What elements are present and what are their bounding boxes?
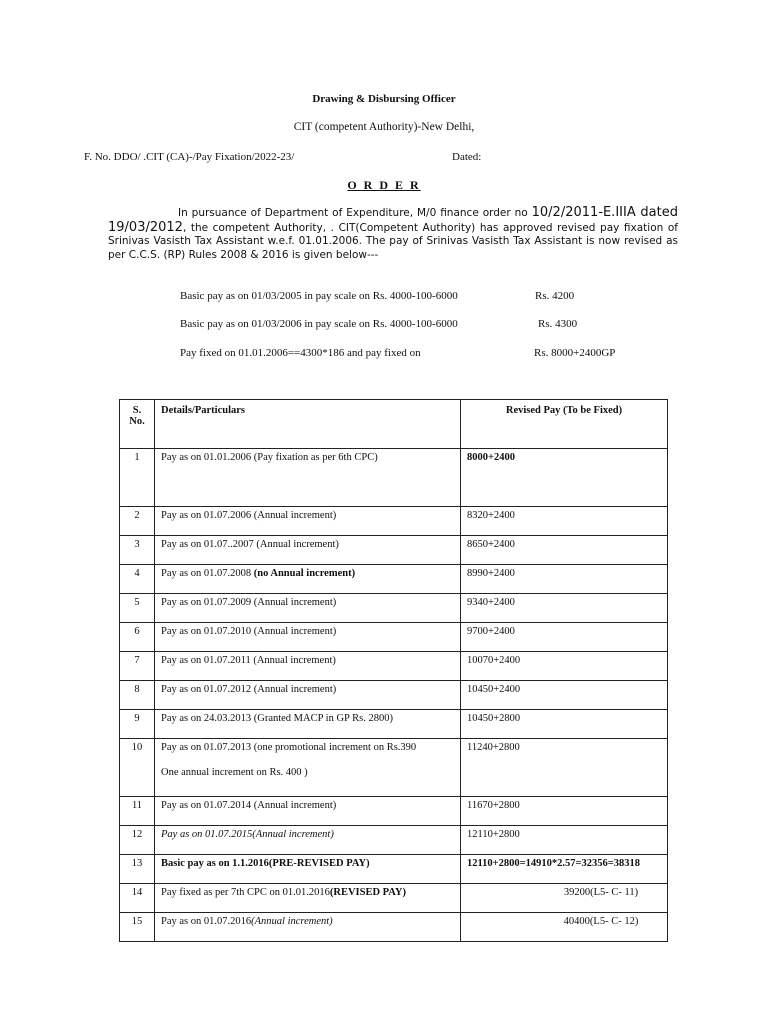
cell-details: Pay as on 01.07.2012 (Annual increment) (155, 681, 461, 710)
cell-sno: 5 (120, 594, 155, 623)
table-row (120, 681, 668, 710)
cell-sno: 3 (120, 536, 155, 565)
table-row (120, 594, 668, 623)
table-row (120, 449, 668, 507)
cell-sno: 6 (120, 623, 155, 652)
cell-details: Pay as on 01.07..2007 (Annual increment) (155, 536, 461, 565)
pay-line-value: Rs. 4300 (538, 318, 578, 330)
office-title: Drawing & Disbursing Officer (312, 93, 456, 105)
cell-details: Pay as on 01.07.2009 (Annual increment) (155, 594, 461, 623)
cell-sno: 1 (120, 449, 155, 507)
cell-details (155, 565, 461, 594)
table-row (120, 739, 668, 797)
cell-revised: 9700+2400 (461, 623, 668, 652)
cell-details-note: (REVISED PAY) (329, 887, 407, 898)
cell-revised: 12110+2800 (461, 826, 668, 855)
cell-details: Pay as on 01.07.2014 (Annual increment) (155, 797, 461, 826)
cell-sno: 10 (120, 739, 155, 797)
order-text: , the competent Authority, . CIT(Competent Authority) has approved revised pay fixation of Srinivas Vasisth Tax Assistant w.e.f. 01.01.2006. The pay of Srinivas Vasisth Tax Assistant is now revised as per C.C.S. (RP) Rules 2008 & 2016 is given below--- (108, 221, 678, 261)
table-row (120, 797, 668, 826)
cell-details-note: (no Annual increment) (253, 568, 356, 579)
cell-sno: 4 (120, 565, 155, 594)
table-row (120, 884, 668, 913)
cell-details (155, 913, 461, 942)
cell-details: Basic pay as on 1.1.2016(PRE-REVISED PAY) (155, 855, 461, 884)
header-details: Details/Particulars (155, 400, 461, 449)
cell-revised: 10450+2800 (461, 710, 668, 739)
file-number: F. No. DDO/ .CIT (CA)-/Pay Fixation/2022-23/ (84, 151, 295, 163)
pay-line-2 (180, 318, 660, 330)
cell-details-text: Pay as on 01.07.2008 (161, 568, 252, 579)
pay-line-3 (180, 347, 660, 359)
table-row (120, 855, 668, 884)
cell-revised: 8990+2400 (461, 565, 668, 594)
cell-revised: 39200(L5- C- 11) (461, 884, 668, 913)
cell-revised: 9340+2400 (461, 594, 668, 623)
table-row (120, 565, 668, 594)
pay-line-value: Rs. 4200 (535, 290, 575, 302)
cell-revised: 10450+2400 (461, 681, 668, 710)
pay-line-label: Basic pay as on 01/03/2005 in pay scale on Rs. 4000-100-6000 (180, 290, 458, 302)
cell-revised: 8000+2400 (461, 449, 668, 507)
cell-sno: 15 (120, 913, 155, 942)
cell-details (155, 884, 461, 913)
cell-details: Pay as on 24.03.2013 (Granted MACP in GP Rs. 2800) (155, 710, 461, 739)
cell-details: Pay as on 01.07.2010 (Annual increment) (155, 623, 461, 652)
cell-revised: 12110+2800=14910*2.57=32356=38318 (461, 855, 668, 884)
cell-details-text: Pay as on 01.07.2013 (one promotional increment on Rs.390 (161, 742, 417, 753)
cell-sno: 7 (120, 652, 155, 681)
cell-revised: 8320+2400 (461, 507, 668, 536)
cell-sno: 2 (120, 507, 155, 536)
pay-line-label: Basic pay as on 01/03/2006 in pay scale on Rs. 4000-100-6000 (180, 318, 458, 330)
table-row (120, 710, 668, 739)
cell-details: Pay as on 01.01.2006 (Pay fixation as per 6th CPC) (155, 449, 461, 507)
cell-revised: 11670+2800 (461, 797, 668, 826)
cell-sno: 8 (120, 681, 155, 710)
table-row (120, 507, 668, 536)
cell-details: Pay as on 01.07.2006 (Annual increment) (155, 507, 461, 536)
order-number: 10/2/2011-E.IIIA dated 19/03/2012 (108, 205, 678, 235)
cell-revised: 8650+2400 (461, 536, 668, 565)
cell-details-text: Pay fixed as per 7th CPC on 01.01.2016 (161, 887, 330, 898)
cell-details-line2: One annual increment on Rs. 400 ) (161, 767, 308, 778)
cell-sno: 11 (120, 797, 155, 826)
header-revised: Revised Pay (To be Fixed) (461, 400, 668, 449)
table-row (120, 913, 668, 942)
cell-details: Pay as on 01.07.2015(Annual increment) (155, 826, 461, 855)
table-row (120, 652, 668, 681)
cell-details-note: (Annual increment) (251, 916, 333, 927)
header-sno: S. No. (120, 400, 155, 449)
table-row (120, 826, 668, 855)
order-heading: O R D E R (347, 178, 421, 192)
cell-revised: 10070+2400 (461, 652, 668, 681)
cell-sno: 9 (120, 710, 155, 739)
authority-line: CIT (competent Authority)-New Delhi, (293, 121, 475, 133)
cell-sno: 13 (120, 855, 155, 884)
order-intro: In pursuance of Department of Expenditure, M/0 finance order no (178, 207, 528, 219)
pay-line-value: Rs. 8000+2400GP (534, 347, 616, 359)
pay-line-1 (180, 290, 660, 302)
table-row (120, 536, 668, 565)
table-row (120, 623, 668, 652)
cell-details: Pay as on 01.07.2011 (Annual increment) (155, 652, 461, 681)
cell-sno: 14 (120, 884, 155, 913)
cell-sno: 12 (120, 826, 155, 855)
cell-details (155, 739, 461, 797)
cell-revised: 11240+2800 (461, 739, 668, 797)
dated-label: Dated: (452, 151, 482, 163)
pay-fixation-table (119, 399, 668, 942)
cell-details-text: Pay as on 01.07.2016 (161, 916, 252, 927)
order-paragraph (108, 206, 678, 262)
pay-line-label: Pay fixed on 01.01.2006==4300*186 and pay fixed on (180, 347, 421, 359)
table-header-row (120, 400, 668, 449)
cell-revised: 40400(L5- C- 12) (461, 913, 668, 942)
